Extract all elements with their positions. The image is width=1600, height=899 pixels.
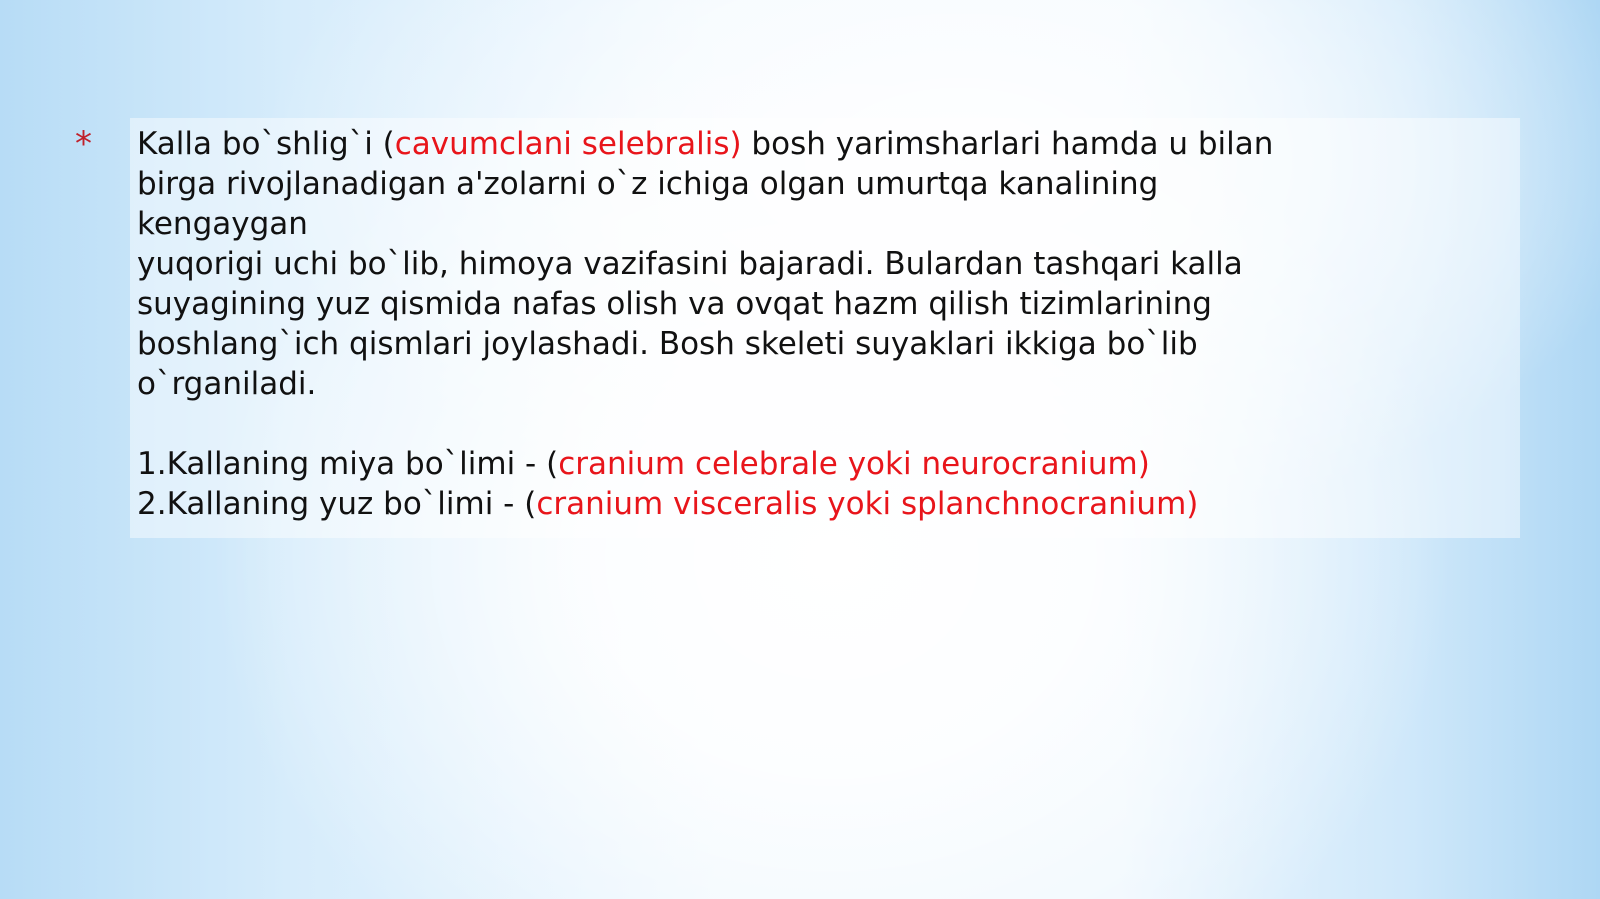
latin-term-highlight: cranium visceralis yoki splanchnocranium)	[536, 486, 1199, 522]
text-line-4: yuqorigi uchi bo`lib, himoya vazifasini bajaradi. Bulardan tashqari kalla	[137, 246, 1243, 282]
body-text	[137, 124, 1375, 524]
list-item-label: 2.Kallaning yuz bo`limi - (	[137, 486, 537, 522]
text-line-7: o`rganiladi.	[137, 366, 317, 402]
text-segment: bosh yarimsharlari hamda u bilan	[741, 126, 1274, 162]
text-line-2: birga rivojlanadigan a'zolarni o`z ichiga olgan umurtqa kanalining	[137, 166, 1159, 202]
text-line-3: kengaygan	[137, 206, 308, 242]
text-line-6: boshlang`ich qismlari joylashadi. Bosh skeleti suyaklari ikkiga bo`lib	[137, 326, 1198, 362]
blank-line	[137, 404, 1375, 444]
text-line-5: suyagining yuz qismida nafas olish va ovqat hazm qilish tizimlarining	[137, 286, 1212, 322]
text-line-1	[137, 124, 1375, 164]
latin-term-highlight: cavumclani selebralis)	[394, 126, 742, 162]
list-item-2	[137, 484, 1375, 524]
list-item-label: 1.Kallaning miya bo`limi - (	[137, 446, 559, 482]
latin-term-highlight: cranium celebrale yoki neurocranium)	[558, 446, 1150, 482]
slide-content	[75, 124, 1375, 524]
list-item-1	[137, 444, 1375, 484]
text-segment: Kalla bo`shlig`i (	[137, 126, 395, 162]
bullet-asterisk-icon: *	[75, 124, 92, 164]
